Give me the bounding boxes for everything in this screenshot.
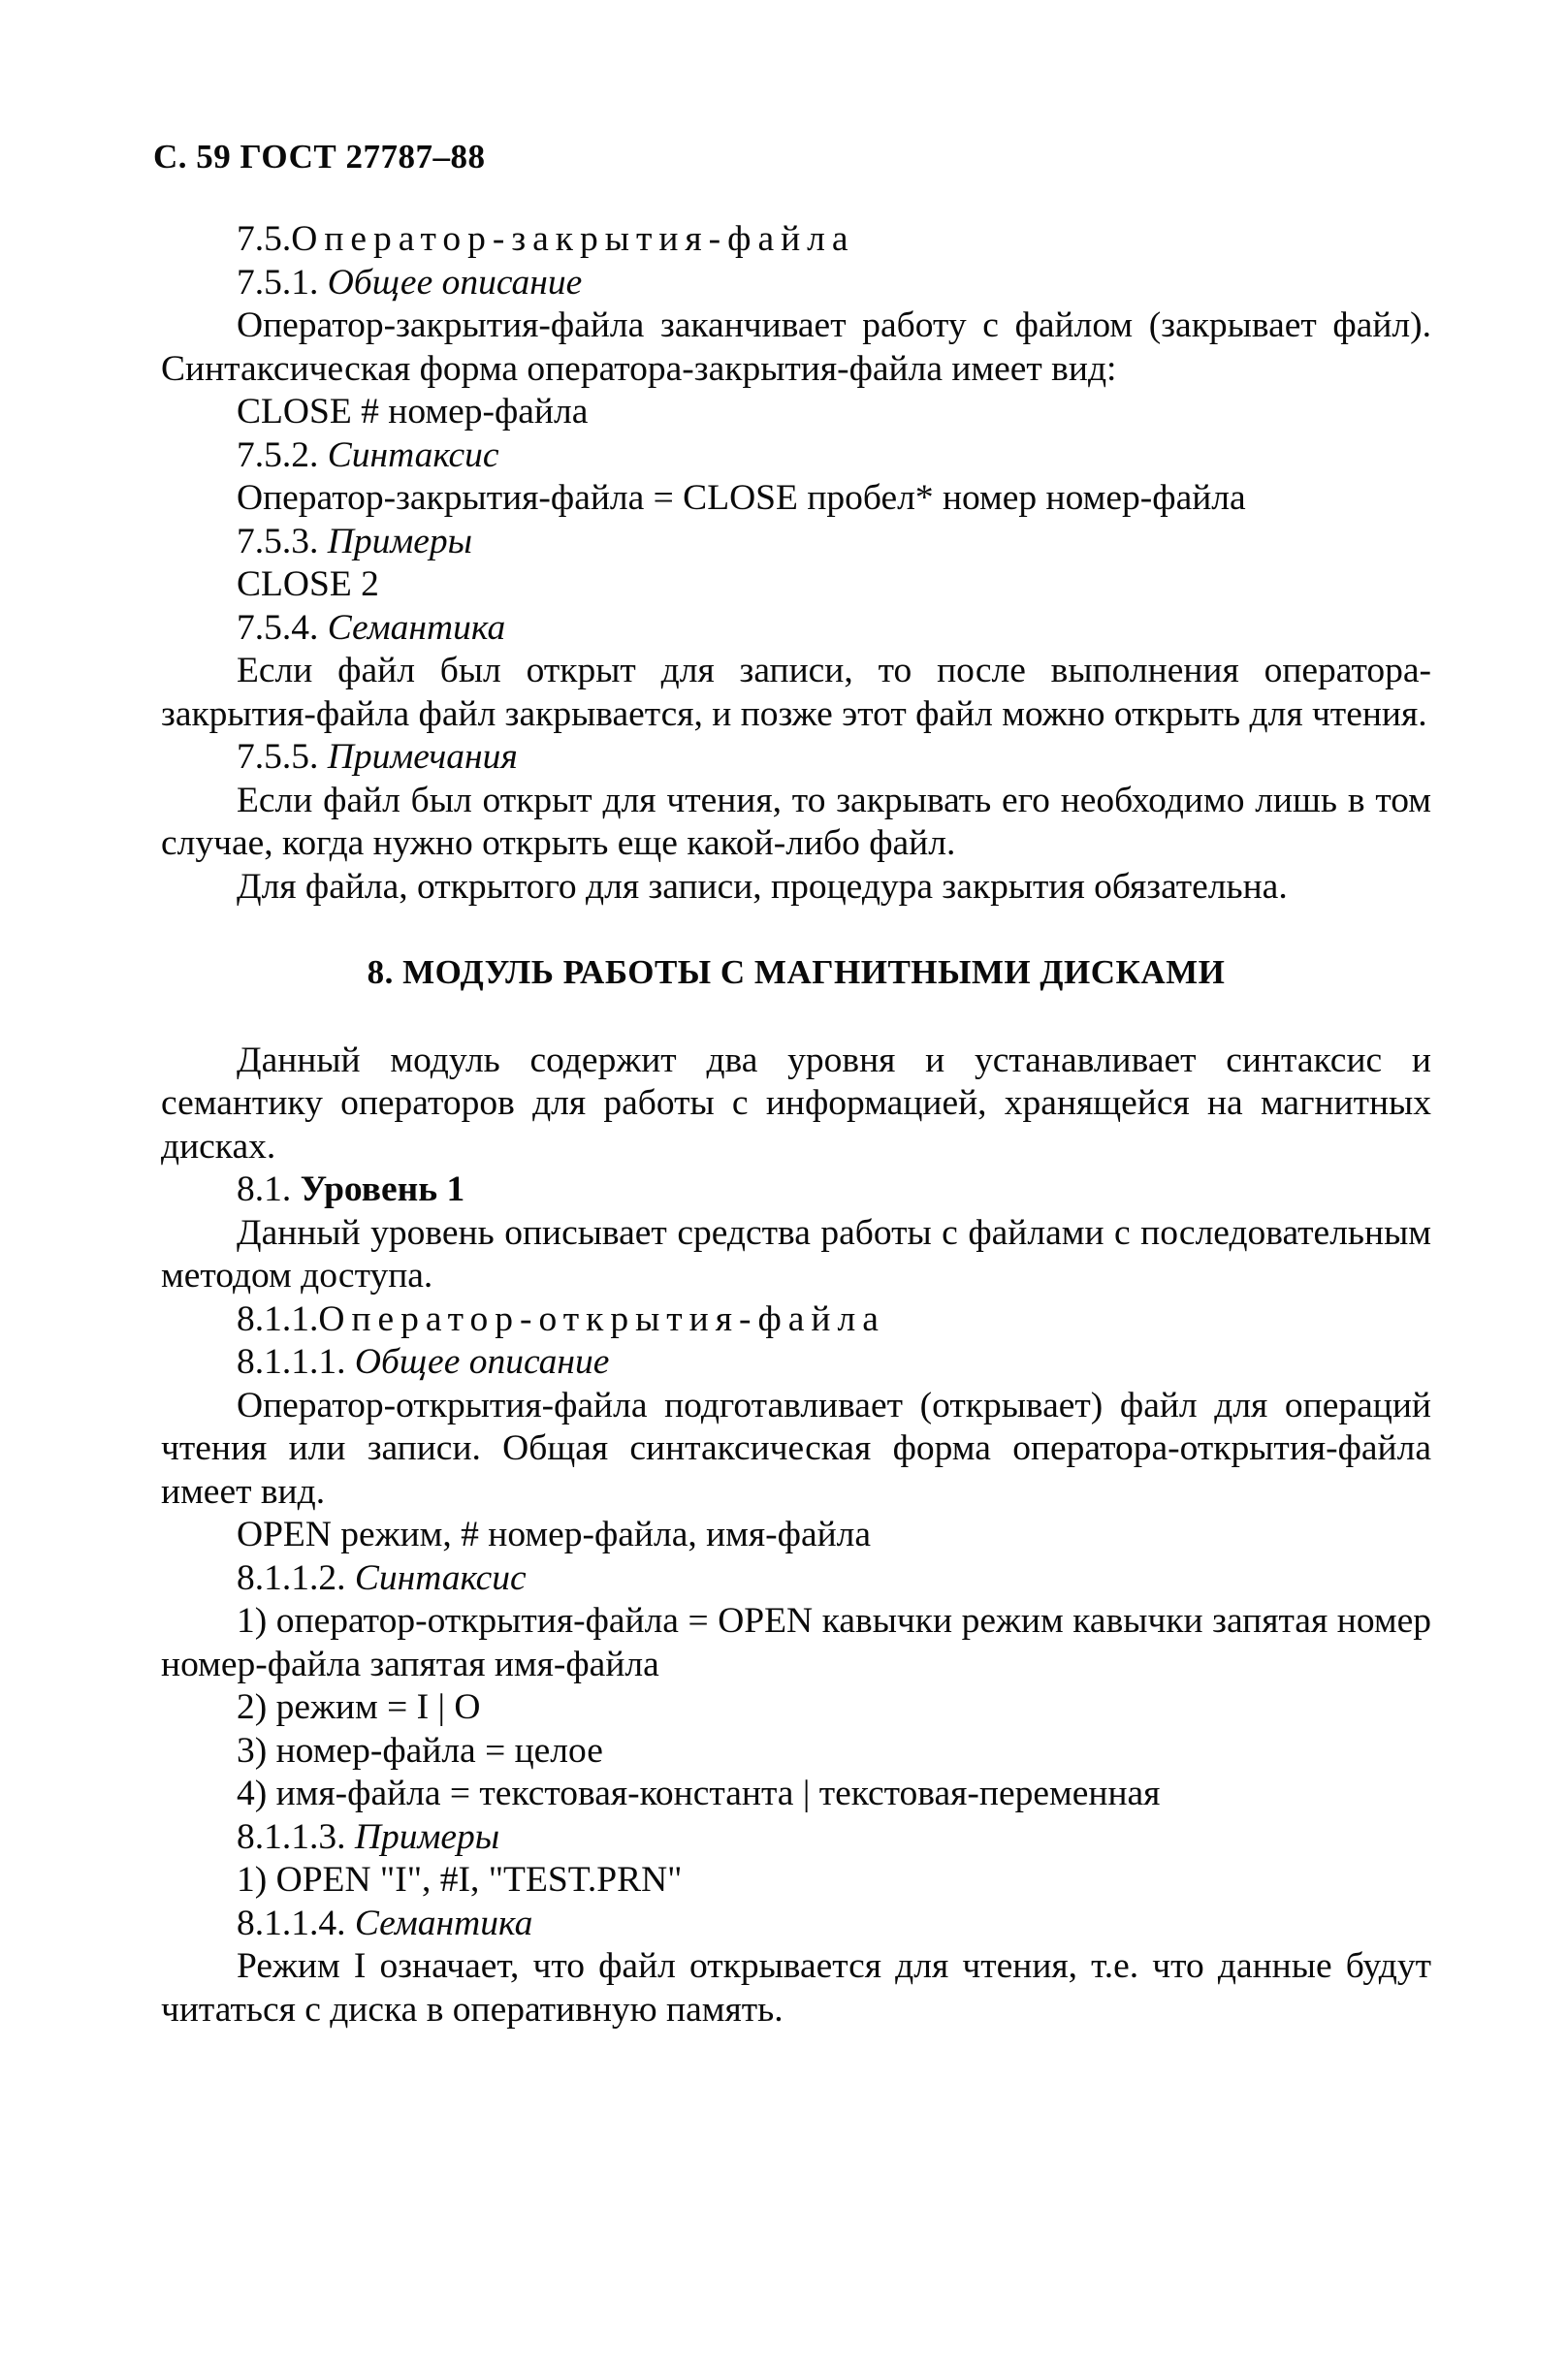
section-number: 7.5. (237, 219, 292, 259)
syntax-rule: 1) оператор-открытия-файла = OPEN кавычки режим кавычки запятая номер номер-файла запятая имя-файла (161, 1601, 1431, 1684)
syntax-rule: 3) номер-файла = целое (237, 1730, 603, 1771)
section-number: 7.5.3. (237, 521, 319, 561)
section-8-heading: 8. МОДУЛЬ РАБОТЫ С МАГНИТНЫМИ ДИСКАМИ (367, 953, 1226, 991)
syntax-rule: 4) имя-файла = текстовая-константа | текстовая-переменная (237, 1774, 1161, 1813)
section-title: Общее описание (354, 1342, 610, 1382)
section-8-1-heading (161, 1168, 1431, 1212)
section-number: 8.1.1.3. (237, 1816, 346, 1857)
section-7-5-3-heading (161, 521, 1431, 564)
code-example: 1) OPEN "I", #I, "TEST.PRN" (237, 1860, 683, 1900)
section-number: 8.1.1.1. (237, 1342, 346, 1382)
section-number: 7.5.4. (237, 607, 319, 648)
section-number: 7.5.1. (237, 262, 319, 303)
section-title: Синтаксис (327, 434, 499, 475)
section-title: Семантика (327, 607, 506, 648)
section-title: Оператор-закрытия-файла (291, 219, 855, 259)
page-header: С. 59 ГОСТ 27787–88 (153, 138, 486, 176)
paragraph: Режим I означает, что файл открывается для чтения, т.е. что данные будут читаться с диска в оперативную память. (161, 1946, 1431, 2030)
section-number: 8.1.1.2. (237, 1557, 346, 1598)
paragraph: Если файл был открыт для чтения, то закрывать его необходимо лишь в том случае, когда нужно открыть еще какой-либо файл. (161, 780, 1431, 863)
section-title: Примеры (327, 521, 473, 561)
section-7-5-heading (161, 218, 1431, 262)
section-7-5-1-heading (161, 262, 1431, 305)
section-number: 7.5.2. (237, 434, 319, 475)
section-8-1-1-4-heading (161, 1903, 1431, 1946)
section-7-5-4-heading (161, 607, 1431, 651)
paragraph: Оператор-закрытия-файла заканчивает работу с файлом (закрывает файл). Синтаксическая форма оператора-закрытия-файла имеет вид: (161, 305, 1431, 389)
syntax-form: CLOSE # номер-файла (237, 392, 589, 432)
section-7-5-2-heading (161, 434, 1431, 478)
section-7-5-5-heading (161, 736, 1431, 780)
section-title: Общее описание (327, 262, 583, 303)
section-number: 8.1. (237, 1169, 292, 1209)
paragraph: Для файла, открытого для записи, процедура закрытия обязательна. (237, 866, 1288, 907)
code-example: CLOSE 2 (237, 564, 379, 604)
section-title: Оператор-открытия-файла (318, 1298, 885, 1339)
section-number: 7.5.5. (237, 737, 319, 777)
paragraph: Оператор-закрытия-файла = CLOSE пробел* номер номер-файла (237, 478, 1246, 518)
section-8-1-1-3-heading (161, 1816, 1431, 1860)
section-8-1-1-1-heading (161, 1341, 1431, 1385)
paragraph: Данный уровень описывает средства работы с файлами с последовательным методом доступа. (161, 1212, 1431, 1296)
paragraph: Оператор-открытия-файла подготавливает (открывает) файл для операций чтения или записи. Общая синтаксическая форма оператора-открытия-файла имеет вид. (161, 1385, 1431, 1512)
section-number: 8.1.1. (237, 1298, 319, 1339)
section-title: Семантика (354, 1903, 533, 1943)
section-title: Уровень 1 (300, 1169, 465, 1209)
section-title: Синтаксис (354, 1557, 527, 1598)
paragraph: Данный модуль содержит два уровня и устанавливает синтаксис и семантику операторов для работы с информацией, хранящейся на магнитных дисках. (161, 1040, 1431, 1167)
syntax-form: OPEN режим, # номер-файла, имя-файла (237, 1515, 872, 1554)
document-body (161, 218, 1431, 2032)
paragraph: Если файл был открыт для записи, то после выполнения оператора-закрытия-файла файл закрывается, и позже этот файл можно открыть для чтения. (161, 651, 1431, 734)
section-8-1-1-heading (161, 1298, 1431, 1342)
section-8-1-1-2-heading (161, 1557, 1431, 1601)
section-title: Примечания (327, 737, 518, 777)
syntax-rule: 2) режим = I | O (237, 1687, 481, 1727)
section-number: 8.1.1.4. (237, 1903, 346, 1943)
section-title: Примеры (354, 1816, 500, 1857)
